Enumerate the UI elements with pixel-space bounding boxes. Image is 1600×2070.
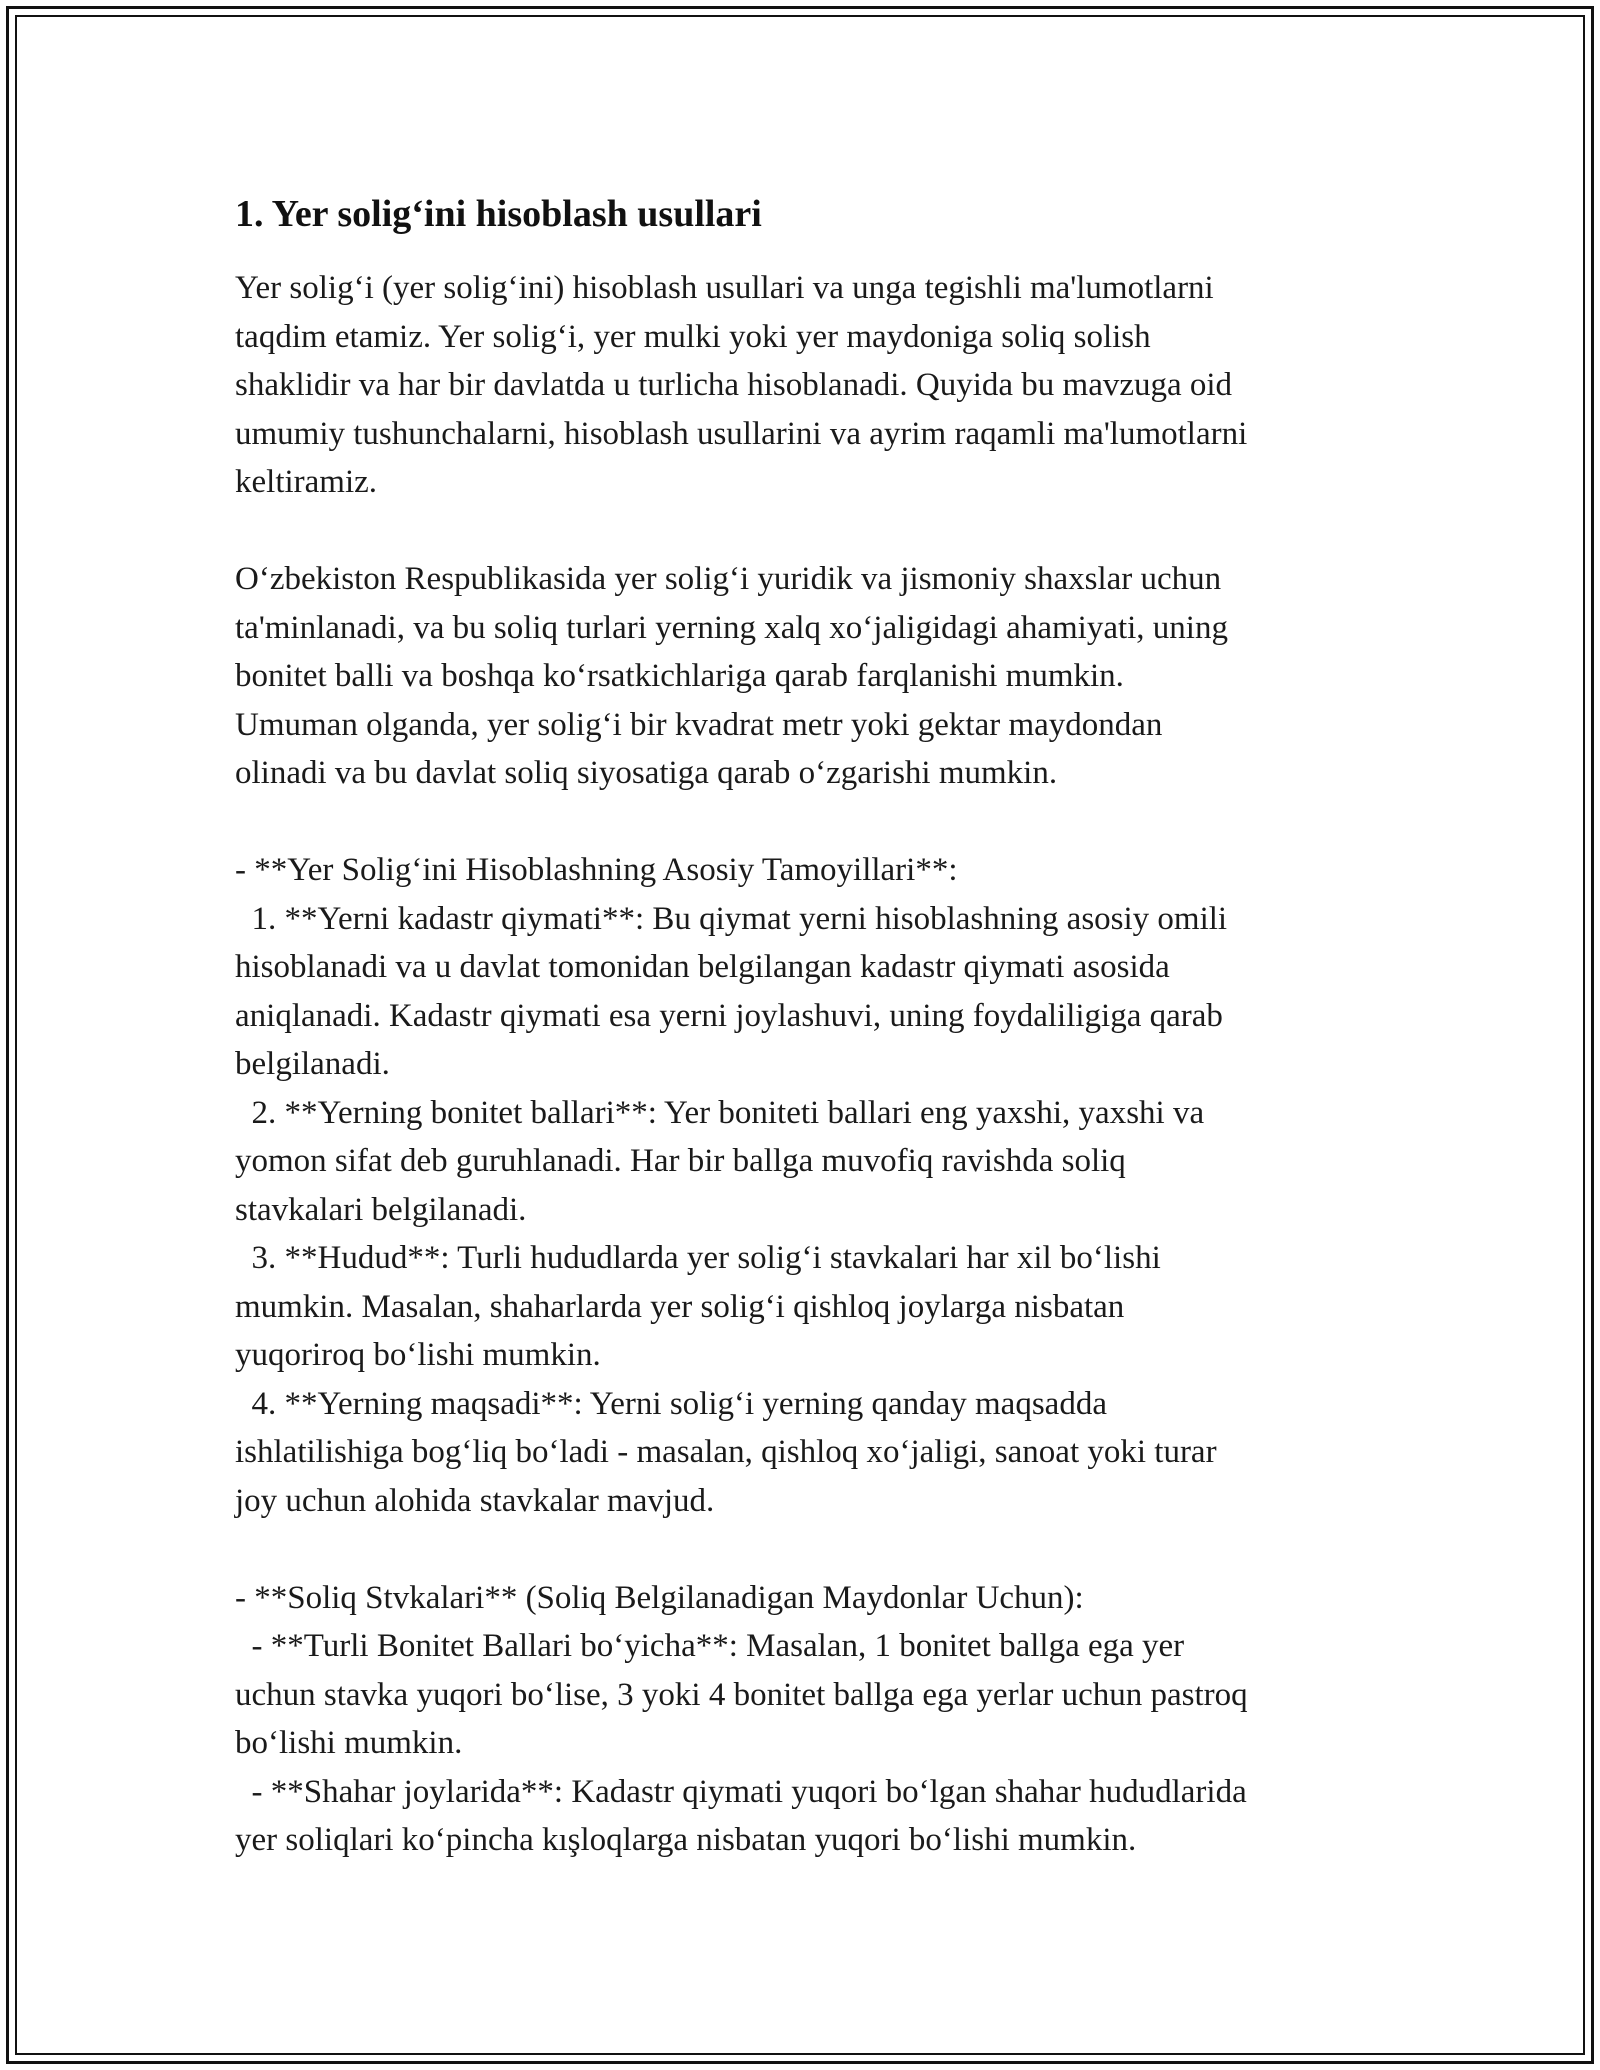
paragraph-gap: [235, 507, 1385, 556]
document-page: [235, 190, 1385, 1865]
paragraph-gap: [235, 1525, 1385, 1574]
rates-list: - **Soliq Stvkalari** (Soliq Belgilanadigan Maydonlar Uchun): - **Turli Bonitet Ballari bo‘yicha**: Masalan, 1 bonitet ballga ega yer uchun stavka yuqori bo‘lise, 3 yoki 4 bonitet ballga ega yerlar uchun pastroq bo‘lishi mumkin. - **Shahar joylarida**: Kadastr qiymati yuqori bo‘lgan shahar hududlarida yer soliqlari ko‘pincha kışloqlarga nisbatan yuqori bo‘lishi mumkin.: [235, 1579, 1248, 1858]
principles-list: - **Yer Solig‘ini Hisoblashning Asosiy Tamoyillari**: 1. **Yerni kadastr qiymati**: Bu qiymat yerni hisoblashning asosiy omili hisoblanadi va u davlat tomonidan belgilangan kadastr qiymati asosida aniqlanadi. Kadastr qiymati esa yerni joylashuvi, uning foydaliligiga qarab belgilanadi. 2. **Yerning bonitet ballari**: Yer boniteti ballari eng yaxshi, yaxshi va yomon sifat deb guruhlanadi. Har bir ballga muvofiq ravishda soliq stavkalari belgilanadi. 3. **Hudud**: Turli hududlarda yer solig‘i stavkalari har xil bo‘lishi mumkin. Masalan, shaharlarda yer solig‘i qishloq joylarga nisbatan yuqoriroq bo‘lishi mumkin. 4. **Yerning maqsadi**: Yerni solig‘i yerning qanday maqsadda ishlatilishiga bog‘liq bo‘ladi - masalan, qishloq xo‘jaligi, sanoat yoki turar joy uchun alohida stavkalar mavjud.: [235, 852, 1228, 1519]
document-title: 1. Yer solig‘ini hisoblash usullari: [235, 193, 762, 235]
intro-paragraph: Yer solig‘i (yer solig‘ini) hisoblash usullari va unga tegishli ma'lumotlarni taqdim etamiz. Yer solig‘i, yer mulki yoki yer maydoniga soliq solish shaklidir va har bir davlatda u turlicha hisoblanadi. Quyida bu mavzuga oid umumiy tushunchalarni, hisoblash usullarini va ayrim raqamli ma'lumotlarni keltiramiz.: [235, 270, 1248, 500]
uzbekistan-paragraph: O‘zbekiston Respublikasida yer solig‘i yuridik va jismoniy shaxslar uchun ta'minlanadi, va bu soliq turlari yerning xalq xo‘jaligidagi ahamiyati, uning bonitet balli va boshqa ko‘rsatkichlariga qarab farqlanishi mumkin. Umuman olganda, yer solig‘i bir kvadrat metr yoki gektar maydondan olinadi va bu davlat soliq siyosatiga qarab o‘zgarishi mumkin.: [235, 561, 1228, 791]
paragraph-gap: [235, 798, 1385, 847]
